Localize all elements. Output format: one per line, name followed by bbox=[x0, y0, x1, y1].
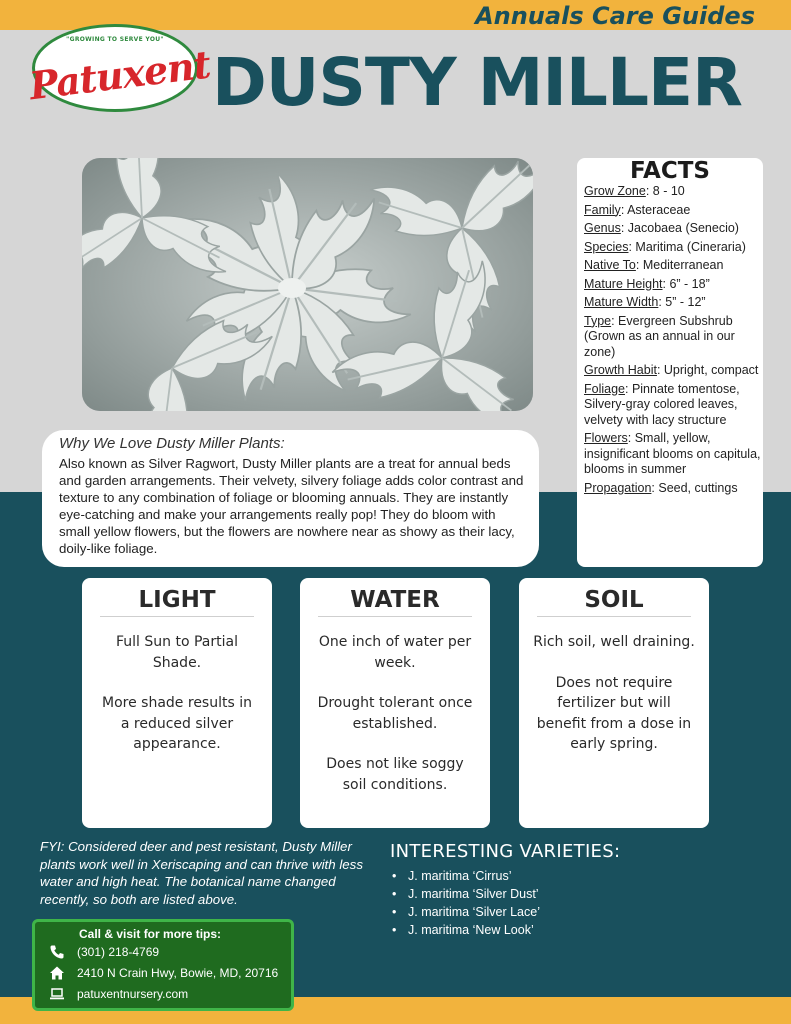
fact-value: : Upright, compact bbox=[656, 363, 759, 377]
contact-title: Call & visit for more tips: bbox=[79, 927, 222, 941]
water-text-3: Does not like soggy soil conditions. bbox=[326, 756, 464, 793]
fact-item bbox=[584, 481, 763, 497]
light-text-2: More shade results in a reduced silver appearance. bbox=[102, 695, 252, 752]
fact-key: Growth Habit bbox=[584, 363, 657, 377]
soil-text-2: Does not require fertilizer but will benefit from a dose in early spring. bbox=[536, 674, 692, 752]
fact-value: : 6” - 18” bbox=[662, 276, 710, 291]
fact-item bbox=[584, 258, 763, 274]
fact-key: Genus bbox=[584, 221, 621, 235]
fact-value: : 5” - 12” bbox=[658, 295, 706, 309]
variety-item: • J. maritima ‘Silver Lace’ bbox=[390, 903, 540, 921]
fact-item bbox=[584, 240, 763, 256]
water-card-title: WATER bbox=[318, 578, 472, 617]
logo-wordmark: Patuxent bbox=[26, 41, 213, 109]
fact-item bbox=[584, 363, 763, 379]
fact-value: : Jacobaea (Senecio) bbox=[620, 221, 739, 235]
fact-key: Native To bbox=[584, 258, 636, 272]
patuxent-logo[interactable] bbox=[26, 24, 213, 112]
fact-item bbox=[584, 314, 763, 361]
fact-item bbox=[584, 221, 763, 237]
light-card-title: LIGHT bbox=[100, 578, 254, 617]
variety-item: • J. maritima ‘Cirrus’ bbox=[390, 867, 540, 885]
varieties-list bbox=[390, 867, 540, 939]
fact-key: Propagation bbox=[584, 480, 652, 495]
fact-key: Mature Height bbox=[584, 276, 663, 291]
fact-value: : Maritima (Cineraria) bbox=[628, 239, 746, 254]
soil-text-1: Rich soil, well draining. bbox=[533, 634, 695, 650]
logo-tagline: "GROWING TO SERVE YOU" bbox=[66, 36, 164, 43]
home-icon bbox=[49, 965, 65, 981]
phone-icon bbox=[49, 944, 65, 960]
light-card bbox=[82, 578, 272, 828]
fact-key: Family bbox=[584, 202, 621, 217]
soil-card bbox=[519, 578, 709, 828]
variety-item: • J. maritima ‘New Look’ bbox=[390, 921, 540, 939]
page-title: DUSTY MILLER bbox=[212, 44, 742, 121]
water-card bbox=[300, 578, 490, 828]
fact-value: : 8 - 10 bbox=[645, 184, 685, 198]
why-we-love-heading: Why We Love Dusty Miller Plants: bbox=[59, 435, 285, 452]
facts-panel bbox=[577, 158, 763, 567]
fact-key: Mature Width bbox=[584, 295, 659, 309]
fact-item bbox=[584, 295, 763, 311]
fact-value: : Asteraceae bbox=[620, 202, 691, 217]
fact-key: Flowers bbox=[584, 431, 628, 445]
facts-list bbox=[577, 184, 763, 496]
fact-key: Type bbox=[584, 313, 612, 328]
fact-item bbox=[584, 277, 763, 293]
guide-series-title: Annuals Care Guides bbox=[475, 2, 755, 30]
laptop-icon bbox=[49, 986, 65, 1002]
water-text-1: One inch of water per week. bbox=[318, 634, 472, 671]
website-row[interactable] bbox=[49, 984, 188, 1004]
fact-item bbox=[584, 431, 763, 478]
contact-box bbox=[32, 919, 294, 1011]
fact-item bbox=[584, 184, 763, 200]
fact-key: Foliage bbox=[584, 381, 625, 396]
phone-number[interactable]: (301) 218-4769 bbox=[77, 945, 160, 959]
fact-item bbox=[584, 382, 763, 429]
soil-card-title: SOIL bbox=[537, 578, 691, 617]
why-we-love-text: Also known as Silver Ragwort, Dusty Miller plants are a treat for annual beds and garden arrangements. Their velvety, silvery foliage adds color contrast and texture to any combination of foliage or blooming annuals. They are instantly eye-catching and make your arrangements really pop! They do bloom with small yellow flowers, but the flowers are nowhere near as showy as their lacy, doily-like foliage. bbox=[59, 456, 524, 556]
fact-value: : Pinnate tomentose, Silvery-gray colored leaves, velvety with lacy structure bbox=[584, 381, 740, 427]
fact-value: : Mediterranean bbox=[635, 258, 724, 272]
address-text[interactable]: 2410 N Crain Hwy, Bowie, MD, 20716 bbox=[77, 966, 279, 980]
fact-value: : Evergreen Subshrub (Grown as an annual in our zone) bbox=[584, 313, 735, 359]
light-text-1: Full Sun to Partial Shade. bbox=[116, 634, 238, 671]
variety-item: • J. maritima ‘Silver Dust’ bbox=[390, 885, 540, 903]
website-link[interactable]: patuxentnursery.com bbox=[77, 987, 189, 1001]
facts-title: FACTS bbox=[629, 158, 710, 184]
fact-item bbox=[584, 203, 763, 219]
dusty-miller-photo bbox=[82, 158, 533, 411]
fact-key: Grow Zone bbox=[584, 184, 646, 198]
phone-row[interactable] bbox=[49, 942, 159, 962]
water-text-2: Drought tolerant once established. bbox=[317, 695, 473, 732]
fyi-note: FYI: Considered deer and pest resistant, Dusty Miller plants work well in Xeriscaping and can thrive with less water and high heat. The botanical name changed recently, so both are listed above. bbox=[40, 839, 363, 907]
why-we-love-panel bbox=[42, 430, 539, 567]
varieties-title: INTERESTING VARIETIES: bbox=[390, 841, 621, 862]
fact-value: : Seed, cuttings bbox=[651, 480, 738, 495]
fact-value: : Small, yellow, insignificant blooms on capitula, blooms in summer bbox=[584, 431, 761, 476]
address-row[interactable] bbox=[49, 963, 278, 983]
fact-key: Species bbox=[584, 239, 629, 254]
